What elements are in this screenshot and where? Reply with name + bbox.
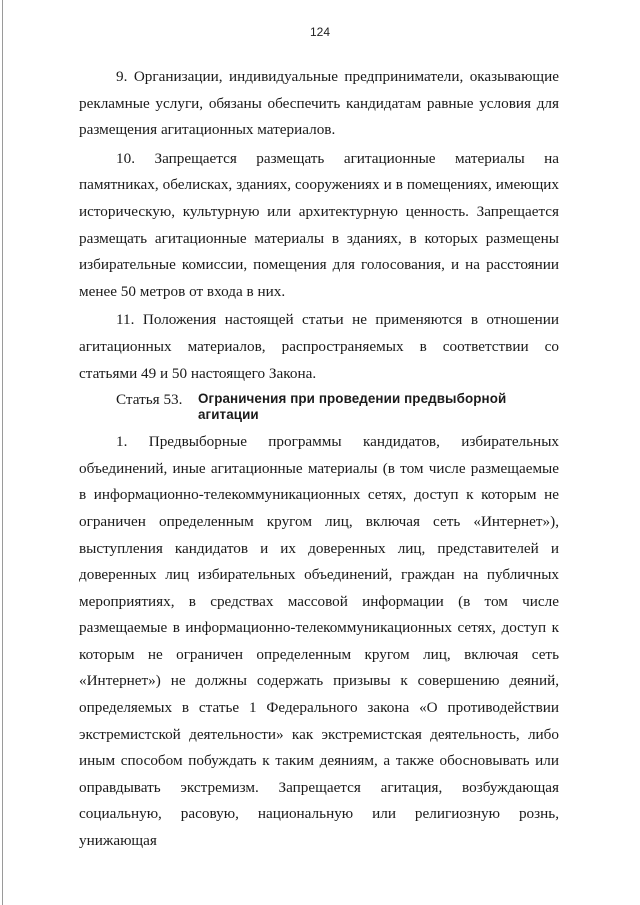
article-53-paragraph-1: 1. Предвыборные программы кандидатов, избирательных объединений, иные агитационные материалы (в том числе размещаемые в информационно-телекоммуникационных сетях, доступ к которым не ограничен определенным кругом лиц, включая сеть «Интернет»), выступления кандидатов и их доверенных лиц, представителей и доверенных лиц избирательных объединений, граждан на публичных мероприятиях, в средствах массовой информации (в том числе размещаемые в информационно-телекоммуникационных сетях, доступ к которым не ограничен определенным кругом лиц, включая сеть «Интернет») не должны содержать призывы к совершению деяний, определяемых в статье 1 Федерального закона «О противодействии экстремистской деятельности» как экстремистская деятельность, либо иным способом побуждать к таким деяниям, а также обосновывать или оправдывать экстремизм. Запрещается агитация, возбуждающая социальную, расовую, национальную или религиозную рознь, унижающая [79, 433, 559, 850]
document-body [79, 64, 559, 855]
article-label: Статья 53. [116, 391, 183, 409]
article-heading [79, 391, 559, 423]
paragraph-11: 11. Положения настоящей статьи не применяются в отношении агитационных материалов, распространяемых в соответствии со статьями 49 и 50 настоящего Закона. [79, 311, 559, 382]
scan-edge-line [2, 0, 3, 905]
paragraph-10: 10. Запрещается размещать агитационные материалы на памятниках, обелисках, зданиях, сооружениях и в помещениях, имеющих историческую, культурную или архитектурную ценность. Запрещается размещать агитационные материалы в зданиях, в которых размещены избирательные комиссии, помещения для голосования, и на расстоянии менее 50 метров от входа в них. [79, 149, 559, 300]
paragraph-9: 9. Организации, индивидуальные предприниматели, оказывающие рекламные услуги, обязаны обеспечить кандидатам равные условия для размещения агитационных материалов. [79, 68, 559, 139]
article-title: Ограничения при проведении предвыборной агитации [198, 391, 507, 423]
page-number: 124 [309, 25, 331, 39]
